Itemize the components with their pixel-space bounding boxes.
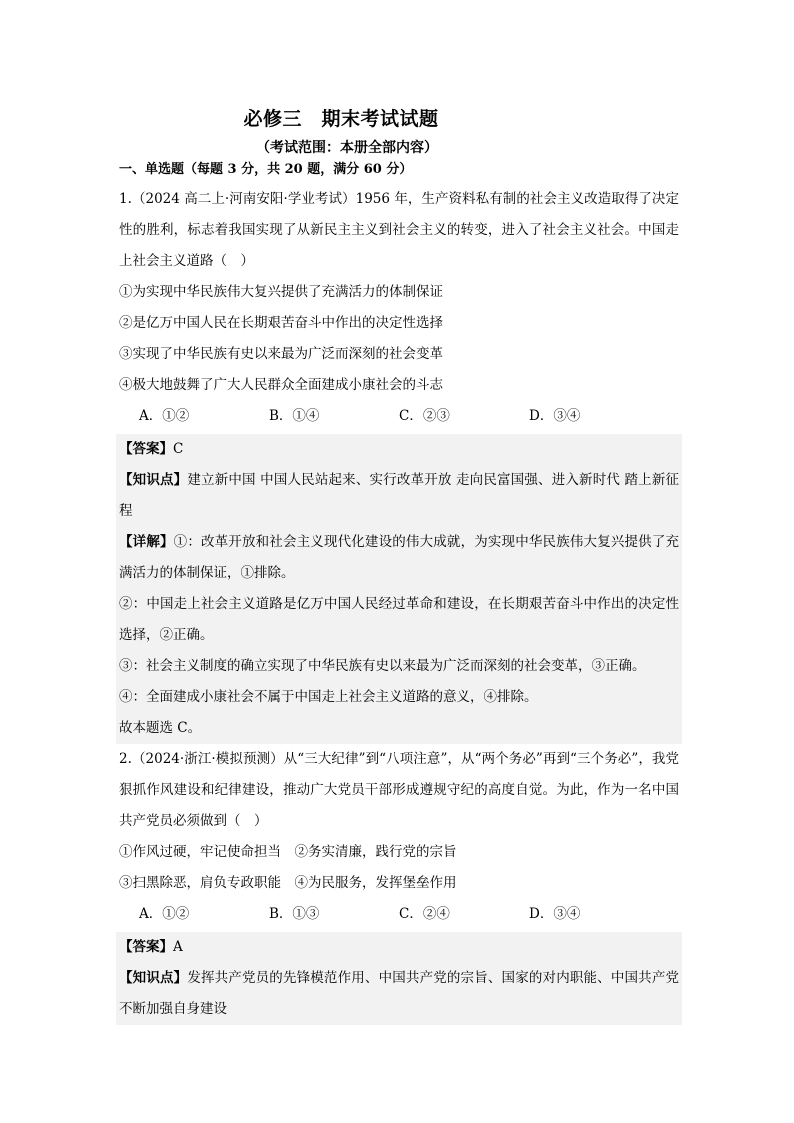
option-a: A．①② bbox=[139, 906, 190, 922]
answer-block bbox=[116, 434, 682, 744]
statement: ④极大地鼓舞了广大人民群众全面建成小康社会的斗志 bbox=[119, 377, 443, 393]
detail-label: 【详解】 bbox=[119, 534, 174, 550]
knowledge-point bbox=[119, 963, 679, 1025]
answer-value: A bbox=[173, 939, 183, 955]
question-stem: 2.（2024·浙江·模拟预测）从“三大纪律”到“八项注意”，从“两个务必”再到“三个务必”，我党狠抓作风建设和纪律建设，推动广大党员干部形成遵规守纪的高度自觉。为此，作为一名中国共产党员必须做到（ ） bbox=[119, 751, 679, 829]
answer-block bbox=[116, 932, 682, 1025]
statement: ③实现了中华民族有史以来最为广泛而深刻的社会变革 bbox=[119, 346, 443, 362]
option-c: C．②④ bbox=[399, 906, 450, 922]
answer-label: 【答案】 bbox=[119, 441, 173, 457]
option-d: D．③④ bbox=[529, 408, 581, 424]
option-c: C．②③ bbox=[399, 408, 450, 424]
knowledge-point-label: 【知识点】 bbox=[119, 472, 188, 488]
answer-line bbox=[119, 932, 679, 963]
question-stem: 1.（2024 高二上·河南安阳·学业考试）1956 年，生产资料私有制的社会主义改造取得了决定性的胜利，标志着我国实现了从新民主主义到社会主义的转变，进入了社会主义社会。中国走上社会主义道路（ ） bbox=[119, 191, 679, 269]
statement: ①作风过硬，牢记使命担当 ②务实清廉，践行党的宗旨 bbox=[119, 844, 457, 860]
page-subtitle: （考试范围：本册全部内容） bbox=[256, 140, 438, 156]
page-title: 必修三 期末考试试题 bbox=[243, 108, 439, 130]
detail-line bbox=[119, 527, 679, 589]
option-b: B．①④ bbox=[269, 408, 320, 424]
answer-label: 【答案】 bbox=[119, 939, 173, 955]
detail-text: ①：改革开放和社会主义现代化建设的伟大成就，为实现中华民族伟大复兴提供了充满活力的体制保证，①排除。 bbox=[119, 534, 680, 581]
question-2 bbox=[119, 744, 679, 1025]
knowledge-point bbox=[119, 465, 679, 527]
detail-line: 故本题选 C。 bbox=[119, 720, 202, 736]
knowledge-point-label: 【知识点】 bbox=[119, 970, 188, 986]
statement: ③扫黑除恶，肩负专政职能 ④为民服务，发挥堡垒作用 bbox=[119, 875, 457, 891]
option-d: D．③④ bbox=[529, 906, 581, 922]
detail-line: ④：全面建成小康社会不属于中国走上社会主义道路的意义，④排除。 bbox=[119, 689, 538, 705]
detail-line: ②：中国走上社会主义道路是亿万中国人民经过革命和建设，在长期艰苦奋斗中作出的决定性选择，②正确。 bbox=[119, 596, 679, 643]
knowledge-point-text: 发挥共产党员的先锋模范作用、中国共产党的宗旨、国家的对内职能、中国共产党不断加强自身建设 bbox=[119, 970, 679, 1017]
answer-value: C bbox=[173, 441, 184, 457]
statement: ①为实现中华民族伟大复兴提供了充满活力的体制保证 bbox=[119, 284, 443, 300]
statement: ②是亿万中国人民在长期艰苦奋斗中作出的决定性选择 bbox=[119, 315, 443, 331]
option-b: B．①③ bbox=[269, 906, 320, 922]
knowledge-point-text: 建立新中国 中国人民站起来、实行改革开放 走向民富国强、进入新时代 踏上新征程 bbox=[119, 472, 680, 519]
detail-line: ③：社会主义制度的确立实现了中华民族有史以来最为广泛而深刻的社会变革，③正确。 bbox=[119, 658, 646, 674]
question-1 bbox=[119, 184, 679, 744]
answer-line bbox=[119, 434, 679, 465]
options-row bbox=[119, 401, 679, 432]
option-a: A．①② bbox=[139, 408, 190, 424]
content bbox=[119, 158, 679, 1025]
options-row bbox=[119, 899, 679, 930]
section-heading: 一、单选题（每题 3 分，共 20 题，满分 60 分） bbox=[119, 162, 413, 177]
